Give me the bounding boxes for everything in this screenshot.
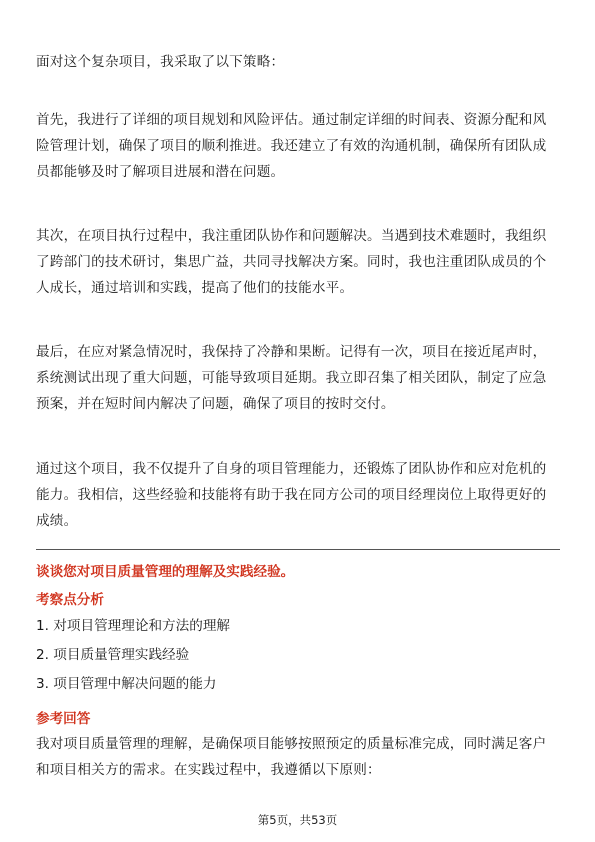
analysis-item: 2. 项目质量管理实践经验 [36,647,190,663]
analysis-heading: 考察点分析 [36,592,104,608]
paragraph-first: 首先，我进行了详细的项目规划和风险评估。通过制定详细的时间表、资源分配和风险管理计划，确保了项目的顺利推进。我还建立了有效的沟通机制，确保所有团队成员都能够及时了解项目进展和潜在问题。 [36,112,547,180]
answer-text: 我对项目质量管理的理解，是确保项目能够按照预定的质量标准完成，同时满足客户和项目相关方的需求。在实践过程中，我遵循以下原则： [36,736,547,778]
analysis-item: 1. 对项目管理理论和方法的理解 [36,618,231,634]
paragraph-second: 其次，在项目执行过程中，我注重团队协作和问题解决。当遇到技术难题时，我组织了跨部门的技术研讨，集思广益，共同寻找解决方案。同时，我也注重团队成员的个人成长，通过培训和实践，提高了他们的技能水平。 [36,228,547,296]
paragraph-conclusion: 通过这个项目，我不仅提升了自身的项目管理能力，还锻炼了团队协作和应对危机的能力。我相信，这些经验和技能将有助于我在同方公司的项目经理岗位上取得更好的成绩。 [36,461,547,529]
intro-text: 面对这个复杂项目，我采取了以下策略： [36,54,285,70]
page-number: 第5页，共53页 [257,813,338,827]
answer-heading: 参考回答 [36,711,91,727]
paragraph-last: 最后，在应对紧急情况时，我保持了冷静和果断。记得有一次，项目在接近尾声时，系统测试出现了重大问题，可能导致项目延期。我立即召集了相关团队，制定了应急预案，并在短时间内解决了问题，确保了项目的按时交付。 [36,344,547,412]
question-title: 谈谈您对项目质量管理的理解及实践经验。 [36,564,295,580]
analysis-item: 3. 项目管理中解决问题的能力 [36,676,217,692]
section-divider [36,549,560,550]
